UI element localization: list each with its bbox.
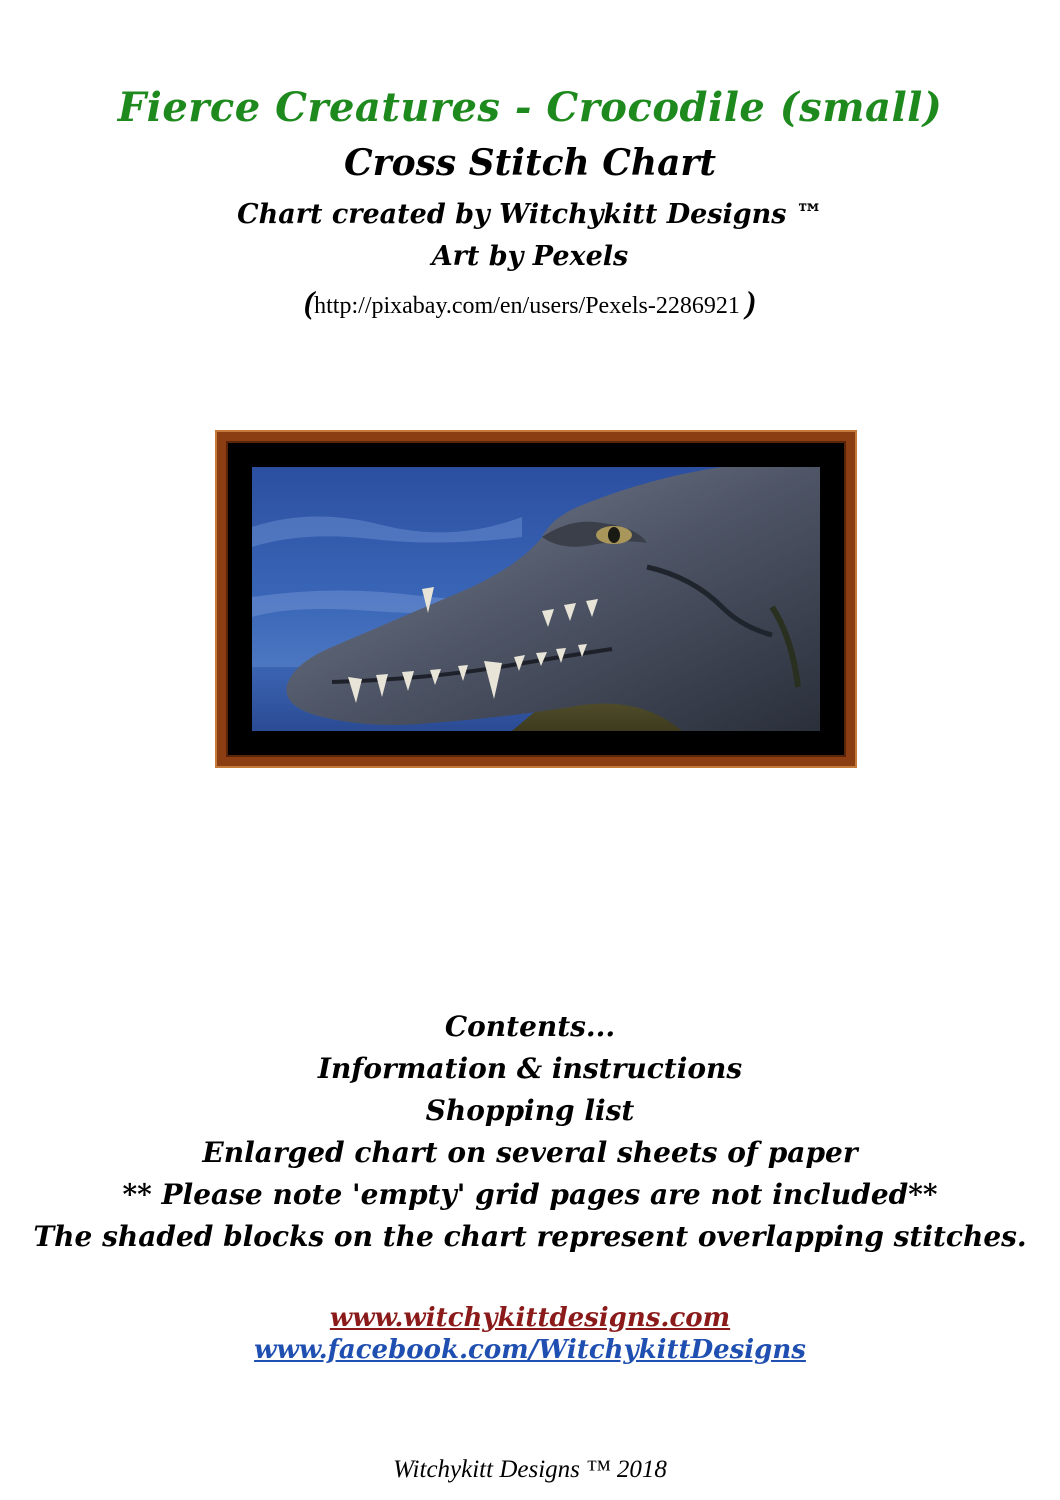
artwork-frame (215, 430, 857, 768)
source-url: http://pixabay.com/en/users/Pexels-2286921 (314, 293, 740, 319)
contents-item: ** Please note 'empty' grid pages are not included** (122, 1178, 938, 1211)
contents-item: Shopping list (425, 1094, 635, 1127)
source-close-paren: ) (745, 284, 757, 320)
contents-item: Enlarged chart on several sheets of paper (202, 1136, 858, 1169)
page-subtitle: Cross Stitch Chart (343, 142, 716, 184)
website-link[interactable]: www.witchykittdesigns.com (329, 1303, 731, 1333)
contents-item: The shaded blocks on the chart represent overlapping stitches. (33, 1220, 1027, 1253)
facebook-link[interactable]: www.facebook.com/WitchykittDesigns (254, 1335, 806, 1365)
art-source (0, 282, 1060, 326)
footer-copyright: Witchykitt Designs ™ 2018 (393, 1456, 667, 1483)
source-open-paren: ( (303, 284, 315, 320)
page-title: Fierce Creatures - Crocodile (small) (117, 84, 943, 131)
crocodile-artwork (252, 467, 820, 731)
contents-item: Information & instructions (317, 1052, 743, 1085)
contents-heading: Contents... (444, 1010, 616, 1043)
art-credit: Art by Pexels (431, 241, 629, 272)
chart-credit: Chart created by Witchykitt Designs ™ (237, 199, 823, 230)
contents-section (0, 1006, 1060, 1258)
links-section (0, 1302, 1060, 1366)
